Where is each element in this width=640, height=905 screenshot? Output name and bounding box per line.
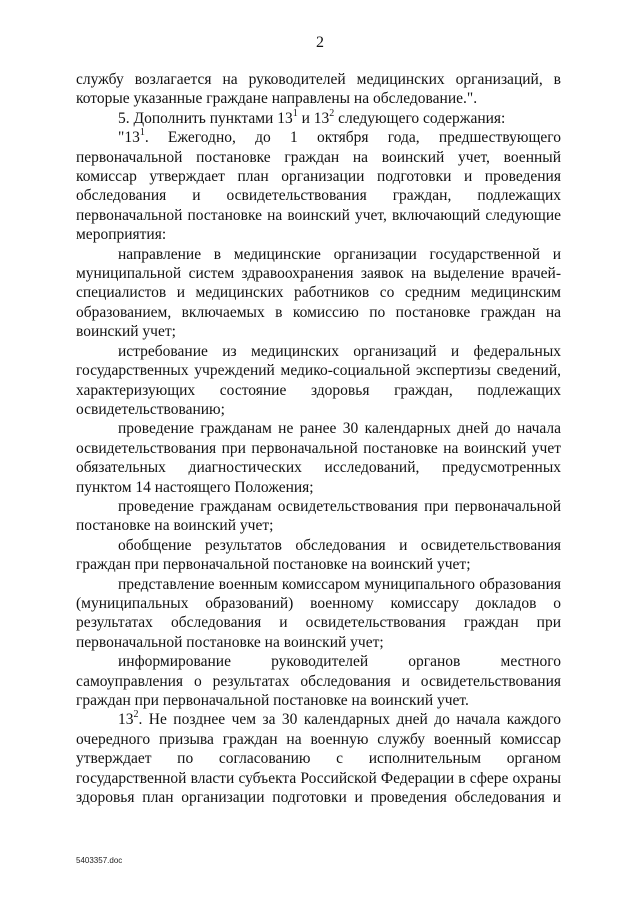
list-item-requests: направление в медицинские организации государственной и муниципальной систем здравоохранения заявок на выделение врачей-специалистов и медицинских работников со средним медицинским образованием, включаемых в комиссию по постановке граждан на воинский учет;	[76, 245, 561, 341]
paragraph-text: "13	[118, 129, 140, 147]
superscript: 1	[139, 127, 145, 139]
list-item-diagnostics: проведение гражданам не ранее 30 календарных дней до начала освидетельствования при первоначальной постановке на воинский учет обязательных диагностических исследований, предусмотренных пунктом 14 настоящего Положения;	[76, 420, 561, 496]
list-item-informing: информирование руководителей органов местного самоуправления о результатах обследования и освидетельствования граждан при первоначальной постановке на воинский учет.	[76, 653, 561, 709]
paragraph-clause-13-1	[76, 128, 561, 244]
superscript: 2	[329, 107, 335, 119]
paragraph-text: . Ежегодно, до 1 октября года, предшествующего первоначальной постановке граждан на воинский учет, военный комиссар утверждает план организации подготовки и проведения обследования и освидетельствования граждан, подлежащих первоначальной постановке на воинский учет, включающий следующие мероприятия:	[76, 129, 561, 244]
paragraph-continuation: службу возлагается на руководителей медицинских организаций, в которые указанные граждане направлены на обследование.".	[76, 71, 561, 108]
paragraph-text: следующего содержания:	[334, 109, 506, 127]
footer-document-id: 5403357.doc	[76, 856, 123, 865]
list-item-examination: проведение гражданам освидетельствования при первоначальной постановке на воинский учет;	[76, 497, 561, 535]
document-body	[76, 70, 561, 807]
superscript: 1	[292, 107, 298, 119]
paragraph-clause-13-2	[76, 710, 561, 807]
list-item-summary: обобщение результатов обследования и освидетельствования граждан при первоначальной постановке на воинский учет;	[76, 536, 561, 574]
list-item-records: истребование из медицинских организаций и федеральных государственных учреждений медико-социальной экспертизы сведений, характеризующих состояние здоровья граждан, подлежащих освидетельствованию;	[76, 342, 561, 418]
paragraph-text: 13	[118, 711, 134, 729]
paragraph-item-5	[76, 109, 561, 128]
paragraph-text: . Не позднее чем за 30 календарных дней до начала каждого очередного призыва граждан на военную службу военный комиссар утверждает по согласованию с исполнительным органом государственной власти субъекта Российской Федерации в сфере охраны здоровья план организации подготовки и проведения обследования и	[76, 711, 561, 807]
paragraph-text: 5. Дополнить пунктами 13	[118, 109, 293, 127]
list-item-reports: представление военным комиссаром муниципального образования (муниципальных образований) военному комиссару докладов о результатах обследования и освидетельствования граждан при первоначальной постановке на воинский учет;	[76, 575, 561, 651]
superscript: 2	[133, 709, 139, 721]
page-number: 2	[316, 34, 324, 51]
paragraph-text: и 13	[297, 109, 330, 127]
